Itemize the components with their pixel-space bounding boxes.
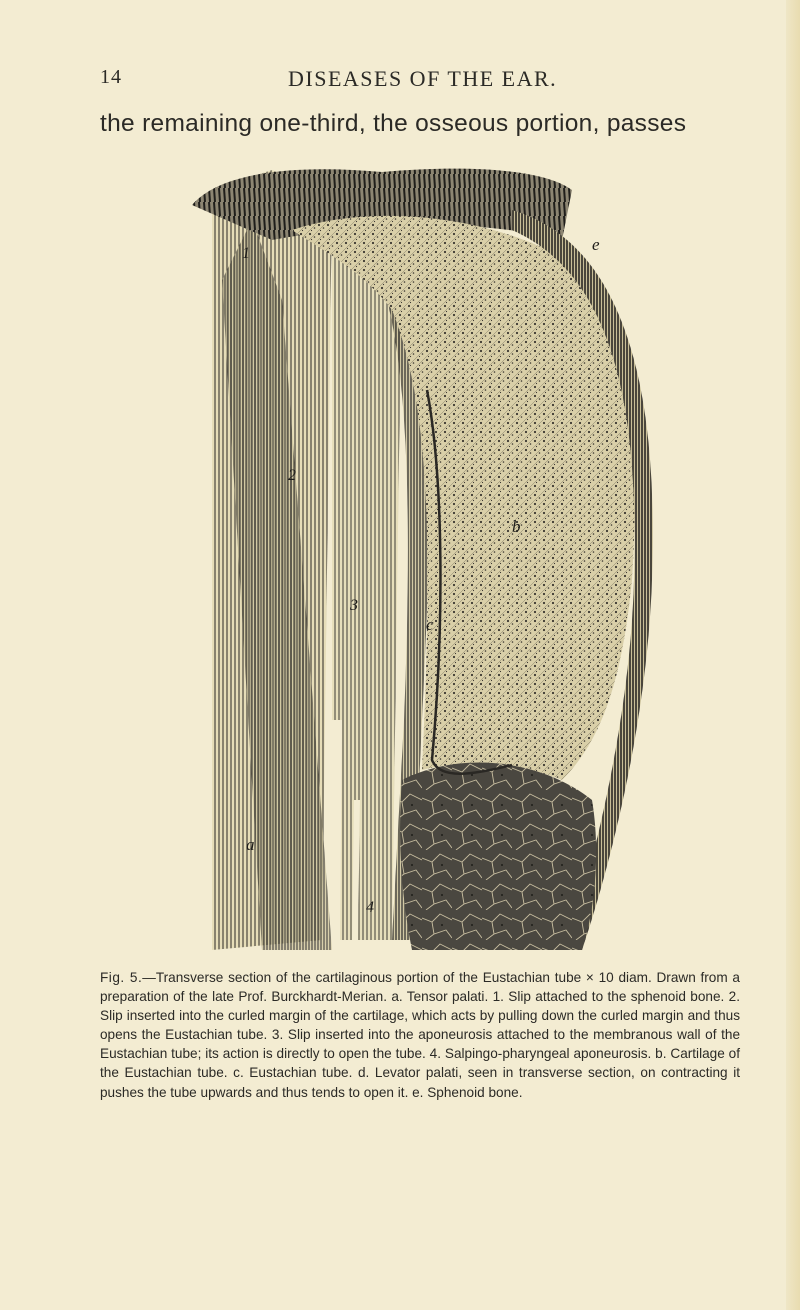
label-2: 2 [288,467,296,484]
levator-palati-section [400,763,596,950]
label-4: 4 [366,899,374,916]
caption-text: —Transverse section of the cartilaginous portion of the Eustachian tube × 10 diam. Drawn from a preparation of the late Prof. Burckhardt-Merian. a. Tensor palati. 1. Slip attached to the sphenoid bone. 2. Slip inserted into the curled margin of the cartilage, which acts by pulling down the curled margin and thus opens the Eustachian tube. 3. Slip inserted into the aponeurosis attached to the membranous wall of the Eustachian tube; its action is directly to open the tube. 4. Salpingo-pharyngeal aponeurosis. b. Cartilage of the Eustachian tube. c. Eustachian tube. d. Levator palati, seen in transverse section, on contracting it pushes the tube upwards and thus tends to open it. e. Sphenoid bone. [100,970,740,1100]
label-c: c [426,615,434,634]
anatomical-figure [182,160,660,960]
label-e: e [592,235,600,254]
running-head: DISEASES OF THE EAR. [288,66,558,91]
label-1: 1 [242,245,250,262]
label-a: a [246,835,255,854]
page-number: 14 [100,66,122,88]
label-3: 3 [350,597,358,614]
caption-paragraph [100,968,740,1102]
figure-number: Fig. 5. [100,970,143,985]
page-edge [786,0,800,1310]
figure-caption [100,968,740,1102]
label-b: b [512,517,521,536]
figure-illustration [182,160,660,960]
body-text-line: the remaining one-third, the osseous portion, passes [100,110,687,137]
page-header [100,66,740,94]
